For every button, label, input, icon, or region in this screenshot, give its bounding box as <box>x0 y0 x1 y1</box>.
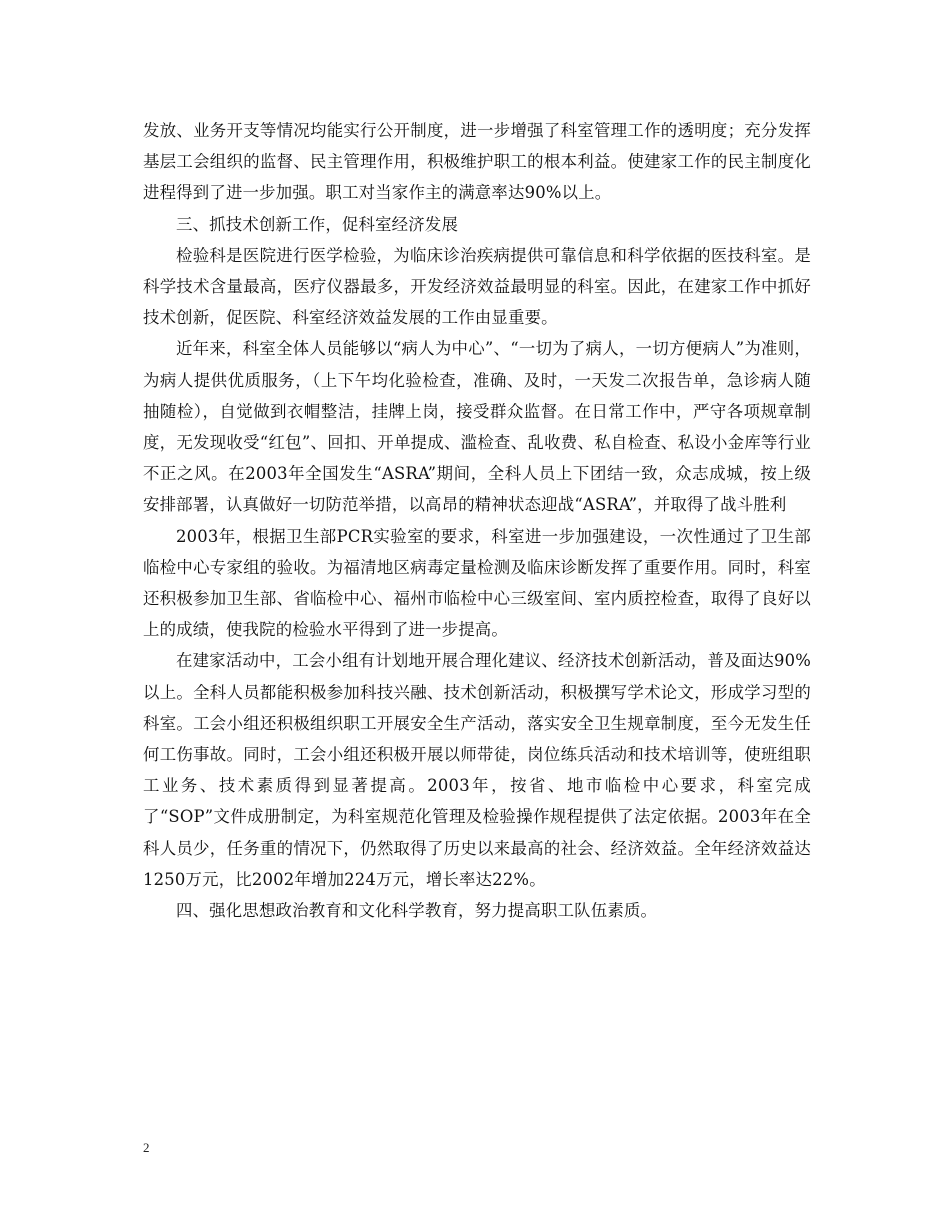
paragraph: 在建家活动中，工会小组有计划地开展合理化建议、经济技术创新活动，普及面达90%以上。全科人员都能积极参加科技兴融、技术创新活动，积极撰写学术论文，形成学习型的科室。工会小组还积极组织职工开展安全生产活动，落实安全卫生规章制度，至今无发生任何工伤事故。同时，工会小组还积极开展以师带徒，岗位练兵活动和技术培训等，使班组职工业务、技术素质得到显著提高。2003年，按省、地市临检中心要求，科室完成了“SOP”文件成册制定，为科室规范化管理及检验操作规程提供了法定依据。2003年在全科人员少，任务重的情况下，仍然取得了历史以来最高的社会、经济效益。全年经济效益达1250万元，比2002年增加224万元，增长率达22%。 <box>143 651 811 889</box>
paragraph: 检验科是医院进行医学检验，为临床诊治疾病提供可靠信息和科学依据的医技科室。是科学技术含量最高，医疗仪器最多，开发经济效益最明显的科室。因此，在建家工作中抓好技术创新，促医院、科室经济效益发展的工作由显重要。 <box>143 245 811 328</box>
paragraph: 2003年，根据卫生部PCR实验室的要求，科室进一步加强建设，一次性通过了卫生部临检中心专家组的验收。为福清地区病毒定量检测及临床诊断发挥了重要作用。同时，科室还积极参加卫生部、省临检中心、福州市临检中心三级室间、室内质控检查，取得了良好以上的成绩，使我院的检验水平得到了进一步提高。 <box>143 526 811 640</box>
page-number: 2 <box>143 1140 150 1155</box>
document-body <box>143 115 811 926</box>
paragraph: 近年来，科室全体人员能够以“病人为中心”、“一切为了病人，一切方便病人”为准则，为病人提供优质服务，（上下午均化验检查，准确、及时，一天发二次报告单，急诊病人随抽随检），自觉做到衣帽整洁，挂牌上岗，接受群众监督。在日常工作中，严守各项规章制度，无发现收受“红包”、回扣、开单提成、滥检查、乱收费、私自检查、私设小金库等行业不正之风。在2003年全国发生“ASRA”期间，全科人员上下团结一致，众志成城，按上级安排部署，认真做好一切防范举措，以高昂的精神状态迎战“ASRA”，并取得了战斗胜利 <box>143 339 811 515</box>
section-heading-3: 三、抓技术创新工作，促科室经济发展 <box>176 214 459 234</box>
paragraph-continuation: 发放、业务开支等情况均能实行公开制度，进一步增强了科室管理工作的透明度；充分发挥基层工会组织的监督、民主管理作用，积极维护职工的根本利益。使建家工作的民主制度化进程得到了进一步加强。职工对当家作主的满意率达90%以上。 <box>143 121 811 203</box>
section-heading-4: 四、强化思想政治教育和文化科学教育，努力提高职工队伍素质。 <box>176 901 658 921</box>
